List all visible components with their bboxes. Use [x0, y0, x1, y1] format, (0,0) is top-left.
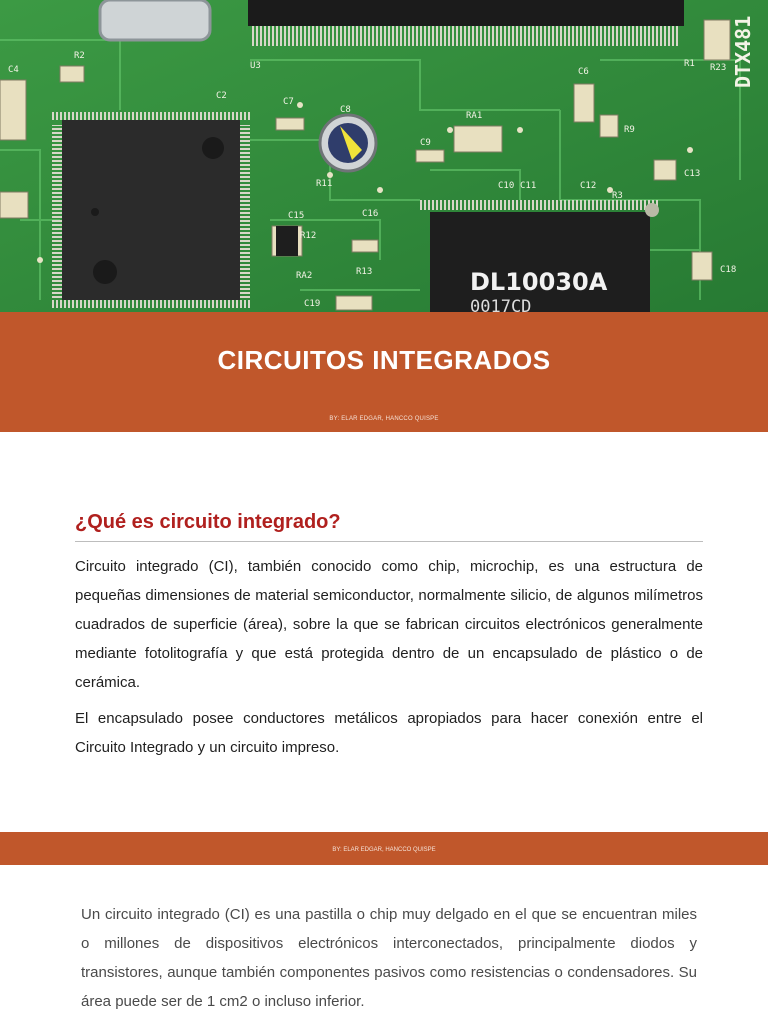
silkscreen-label: C2	[216, 91, 227, 101]
chip-sublabel: 0017CD	[470, 297, 532, 312]
silkscreen-label: C10	[498, 181, 515, 191]
silkscreen-label: C18	[720, 265, 737, 275]
hero-pcb-photo	[0, 0, 768, 312]
silkscreen-label: C9	[420, 138, 431, 148]
chip-label: DL10030A	[470, 268, 608, 296]
silkscreen-label: C15	[288, 211, 305, 221]
silkscreen-label: C16	[362, 209, 379, 219]
silkscreen-label: R2	[74, 51, 85, 61]
page-divider-band	[0, 832, 768, 865]
description-section	[81, 900, 697, 1016]
section-heading: ¿Qué es circuito integrado?	[75, 508, 703, 542]
silkscreen-label: C7	[283, 97, 294, 107]
silkscreen-label: RA2	[296, 271, 313, 281]
definition-section	[75, 508, 703, 762]
author-byline: BY: ELAR EDGAR, HANCCO QUISPE	[332, 847, 436, 853]
silkscreen-label: R12	[300, 231, 317, 241]
pcb-illustration	[0, 0, 768, 312]
page-title: CIRCUITOS INTEGRADOS	[217, 345, 551, 375]
silkscreen-label: R9	[624, 125, 635, 135]
silkscreen-label: C4	[8, 65, 19, 75]
silkscreen-label: C8	[340, 105, 351, 115]
silkscreen-label: R13	[356, 267, 373, 277]
silkscreen-label: C6	[578, 67, 589, 77]
silkscreen-label: C19	[304, 299, 321, 309]
title-band	[0, 312, 768, 432]
encapsulation-paragraph: El encapsulado posee conductores metálicos apropiados para hacer conexión entre el Circuito Integrado y un circuito impreso.	[75, 710, 703, 756]
silkscreen-label: R11	[316, 179, 333, 189]
silkscreen-label: C13	[684, 169, 701, 179]
author-byline: BY: ELAR EDGAR, HANCCO QUISPE	[329, 416, 439, 422]
silkscreen-label: C11	[520, 181, 537, 191]
silkscreen-label: C12	[580, 181, 597, 191]
silkscreen-label: R23	[710, 63, 727, 73]
silkscreen-label: R1	[684, 59, 695, 69]
silkscreen-label: RA1	[466, 111, 483, 121]
description-paragraph: Un circuito integrado (CI) es una pastilla o chip muy delgado en el que se encuentran miles o millones de dispositivos electrónicos interconectados, principalmente diodos y transistores, aunque también componentes pasivos como resistencias o condensadores. Su área puede ser de 1 cm2 o incluso inferior.	[81, 906, 697, 1010]
definition-paragraph: Circuito integrado (CI), también conocido como chip, microchip, es una estructura de pequeñas dimensiones de material semiconductor, normalmente silicio, de algunos milímetros cuadrados de superficie (área), sobre la que se fabrican circuitos electrónicos generalmente mediante fotolitografía y que está protegida dentro de un encapsulado de plástico o de cerámica.	[75, 558, 703, 691]
silkscreen-label: DTX481	[731, 15, 755, 88]
silkscreen-label: R3	[612, 191, 623, 201]
silkscreen-label: U3	[250, 61, 261, 71]
